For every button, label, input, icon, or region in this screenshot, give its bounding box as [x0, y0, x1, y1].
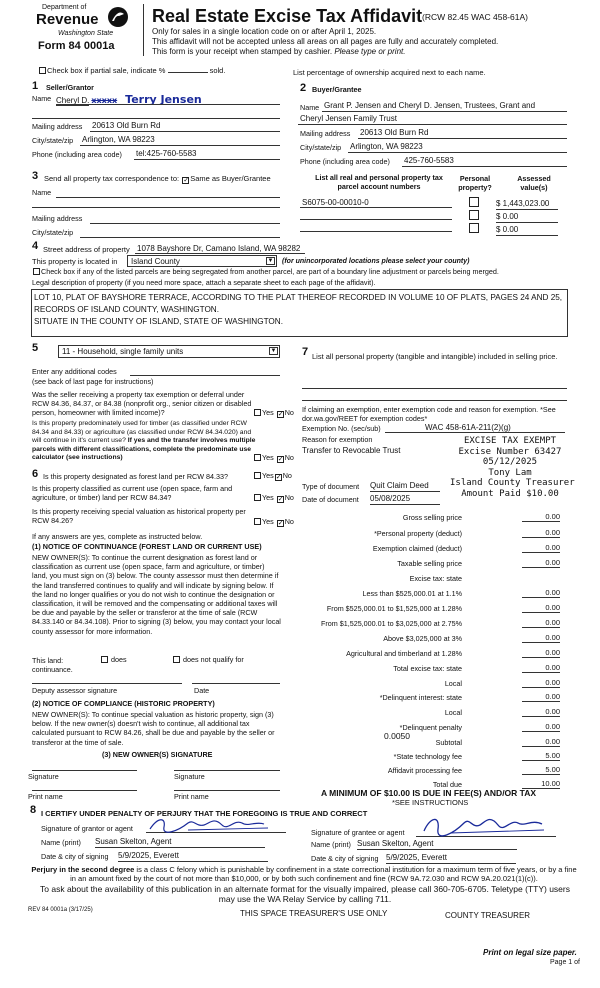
section-5-number: 5: [32, 342, 39, 354]
s6-q2-no-checkbox[interactable]: ✓: [277, 496, 284, 503]
calc-label: Total due: [432, 780, 462, 789]
historic-question: Is this property receiving special valuation as historical property per RCW 84.26?: [32, 507, 246, 525]
does-not-option: does not qualify for: [172, 656, 244, 665]
q2-no-checkbox[interactable]: ✓: [277, 456, 284, 463]
calc-value[interactable]: 0.00: [522, 603, 560, 613]
grantee-name-label: Name (print): [311, 840, 351, 849]
grantee-date-field[interactable]: 5/9/2025, Everett: [386, 853, 516, 864]
seller-city-label: City/state/zip: [32, 136, 74, 145]
calc-label: Excise tax: state: [409, 574, 462, 583]
notice-compliance-text: NEW OWNER(S): To continue special valuation as historic property, sign (3) below. If the new owner(s) doesn't wish to continue, all additional tax calculated pursuant to RCW 84.26, shall be due and payable by the seller or transferor at the time of sale.: [32, 710, 275, 747]
grantor-signature-label: Signature of grantor or agent: [41, 824, 133, 833]
owner-signature-label-2: Signature: [174, 772, 205, 781]
same-as-buyer-checkbox[interactable]: ✓: [183, 177, 190, 184]
minimum-due: A MINIMUM OF $10.00 IS DUE IN FEE(S) AND/OR TAX: [321, 788, 537, 798]
assessed-value-3[interactable]: $ 0.00: [496, 225, 558, 236]
section-2-number: 2: [300, 82, 307, 94]
partial-sale-row: Check box if partial sale, indicate % sold.: [38, 66, 225, 75]
notice-continuance-title: (1) NOTICE OF CONTINUANCE (FOREST LAND OR CURRENT USE): [32, 542, 262, 551]
calc-value[interactable]: 0.00: [522, 737, 560, 747]
calc-label: Less than $525,000.01 at 1.1%: [362, 589, 462, 598]
signature-scribble-icon: [148, 815, 278, 835]
personal-property-checkbox-3[interactable]: [469, 223, 479, 233]
page-title: Real Estate Excise Tax Affidavit: [152, 6, 423, 26]
seller-phone-field[interactable]: tel:425-760-5583: [136, 149, 197, 158]
calc-label: Subtotal: [435, 738, 462, 747]
see-instructions: *SEE INSTRUCTIONS: [392, 798, 469, 807]
unincorporated-note: (for unincorporated locations please select your county): [282, 258, 470, 265]
seller-name-field[interactable]: Cheryl D. xxxxx Terry Jensen: [56, 93, 202, 106]
calc-value[interactable]: 0.00: [522, 543, 560, 553]
owner-signature-label-1: Signature: [28, 772, 59, 781]
calc-label: Affidavit processing fee: [387, 766, 462, 775]
calc-label: From $525,000.01 to $1,525,000 at 1.28%: [326, 604, 462, 613]
q1-yes-checkbox[interactable]: [254, 409, 261, 416]
calc-label: *State technology fee: [393, 752, 462, 761]
deputy-signature-label: Deputy assessor signature: [32, 686, 118, 695]
legal-description-label: Legal description of property (if you need more space, attach a separate sheet to each page of the affidavit).: [32, 278, 376, 287]
legal-paper-note: Print on legal size paper.: [483, 948, 577, 957]
buyer-phone-field[interactable]: 425-760-5583: [404, 156, 454, 165]
personal-property-text: List all personal property (tangible and intangible) included in selling price.: [312, 352, 558, 361]
title-citation: (RCW 82.45 WAC 458-61A): [422, 12, 528, 22]
chevron-down-icon: ▼: [270, 348, 277, 354]
calc-value[interactable]: 10.00: [522, 779, 560, 789]
calc-value[interactable]: 0.00: [522, 707, 560, 717]
header-line-1: Only for sales in a single location code on or after April 1, 2025.: [152, 27, 377, 36]
calc-value[interactable]: 5.00: [522, 765, 560, 775]
calc-label: *Delinquent interest: state: [379, 693, 462, 702]
street-address-field[interactable]: 1078 Bayshore Dr, Camano Island, WA 98282: [137, 244, 301, 253]
grantee-date-label: Date & city of signing: [311, 854, 379, 863]
calc-value[interactable]: 0.00: [522, 648, 560, 658]
county-treasurer-label: COUNTY TREASURER: [445, 911, 531, 920]
exemption-reason-field[interactable]: Transfer to Revocable Trust: [302, 446, 401, 455]
form-number: Form 84 0001a: [38, 40, 115, 52]
perjury-notice: Perjury in the second degree is a class C felony which is punishable by confinement in a state correctional institution for a maximum term of five years, or by a fine in an amount fixed by the court of not more than $10,000, or by both such confinement and fine (RCW 9A.72.030 and RCW 9A.20.021(1)(c)).: [31, 865, 577, 883]
exemption-question: Was the seller receiving a property tax exemption or deferral under RCW 84.36, 84.37, or 84.38 (nonprofit org., senior citizen or disabled person, homeowner with limited income)?: [32, 390, 252, 417]
dept-label: Department of: [42, 4, 87, 11]
grantor-signature[interactable]: [148, 815, 278, 839]
section-1-number: 1: [32, 80, 39, 92]
document-type-field[interactable]: Quit Claim Deed: [370, 481, 440, 492]
document-type-label: Type of document: [302, 482, 360, 491]
alternate-format-notice: To ask about the availability of this publication in an alternate format for the visually impaired, please call 360-705-6705. Teletype (TTY) users may use the WA Relay Service by calling 711.: [40, 884, 570, 904]
calc-label: Above $3,025,000 at 3%: [383, 634, 462, 643]
calc-value[interactable]: 0.00: [522, 692, 560, 702]
seller-name-label: Name: [32, 94, 52, 103]
grantor-name-field[interactable]: Susan Skelton, Agent: [95, 837, 265, 848]
forest-question: Is this property designated as forest land per RCW 84.33?: [43, 472, 228, 481]
if-any-note: If any answers are yes, complete as instructed below.: [32, 532, 203, 541]
calc-value[interactable]: 0.00: [522, 678, 560, 688]
partial-sale-checkbox[interactable]: [39, 67, 46, 74]
s6-q1-yes-no: Yes ✓No: [253, 472, 292, 481]
grantee-name-field[interactable]: Susan Skelton, Agent: [357, 839, 517, 850]
buyer-mail-field[interactable]: 20613 Old Burn Rd: [360, 128, 429, 137]
document-date-field[interactable]: 05/08/2025: [370, 494, 440, 505]
notice-compliance-title: (2) NOTICE OF COMPLIANCE (HISTORIC PROPERTY): [32, 699, 215, 708]
segregated-checkbox[interactable]: [33, 268, 40, 275]
segregated-row: Check box if any of the listed parcels are being segregated from another parcel, are part of a boundary line adjustment or parcels being merged.: [32, 268, 499, 277]
personal-property-checkbox-1[interactable]: [469, 197, 479, 207]
buyer-title: Buyer/Grantee: [312, 85, 362, 94]
calc-label: From $1,525,000.01 to $3,025,000 at 2.75%: [320, 619, 462, 628]
street-address-label: Street address of property: [43, 245, 130, 254]
calc-label: Local: [444, 679, 462, 688]
buyer-name-label: Name: [300, 103, 320, 112]
seller-mail-field[interactable]: 20613 Old Burn Rd: [92, 121, 161, 130]
revision-label: REV 84 0001a (3/17/25): [28, 907, 93, 913]
assessed-value-header: Assessed value(s): [517, 174, 551, 192]
personal-property-header: Personal property?: [458, 174, 492, 192]
assessed-value-2[interactable]: $ 0.00: [496, 212, 558, 223]
codes-note: (see back of last page for instructions): [32, 377, 154, 386]
q2-yes-checkbox[interactable]: [254, 454, 261, 461]
calc-label: Total excise tax: state: [393, 664, 462, 673]
buyer-mail-label: Mailing address: [300, 129, 351, 138]
grantor-name-label: Name (print): [41, 838, 81, 847]
chevron-down-icon: ▼: [267, 258, 274, 264]
corr-name-label: Name: [32, 188, 52, 197]
calc-label: Local: [444, 708, 462, 717]
calc-value[interactable]: 0.00: [522, 633, 560, 643]
s6-q3-no-checkbox[interactable]: ✓: [277, 520, 284, 527]
calc-value[interactable]: 0.00: [522, 618, 560, 628]
additional-codes-label: Enter any additional codes: [32, 367, 117, 376]
does-not-checkbox[interactable]: [173, 656, 180, 663]
document-date-label: Date of document: [302, 495, 359, 504]
grantor-date-field[interactable]: 5/9/2025, Everett: [118, 851, 268, 862]
deputy-date-label: Date: [194, 686, 210, 695]
ownership-note: List percentage of ownership acquired next to each name.: [293, 68, 486, 77]
treasurer-space-label: THIS SPACE TREASURER'S USE ONLY: [240, 909, 388, 918]
notice-continuance-text: NEW OWNER(S): To continue the current designation as forest land or classification as current use (open space, farm and agriculture, or timber) land, you must sign on (3) below. The county assessor must then determine if the land transferred continues to qualify and will indicate by signing below. If the land no longer qualifies or you do not wish to continue the designation or classification, it will be removed and the compensating or additional taxes will be due and payable by the seller or transferor at the time of sale (RCW 84.33.140 or 84.34.108). Prior to signing (3) below, you may contact your local county assessor for more information.: [32, 553, 281, 636]
section-7-number: 7: [302, 346, 309, 358]
header-line-3: This form is your receipt when stamped by cashier. Please type or print.: [152, 47, 406, 56]
state-label: Washington State: [58, 30, 114, 37]
calc-value[interactable]: 5.00: [522, 751, 560, 761]
dor-logo-icon: [107, 6, 129, 28]
exemption-reason-label: Reason for exemption: [302, 435, 373, 444]
calc-label: Taxable selling price: [397, 559, 462, 568]
corr-city-label: City/state/zip: [32, 228, 74, 237]
assessed-value-1[interactable]: $ 1,443,023.00: [496, 199, 558, 210]
buyer-name-field-2[interactable]: Cheryl Jensen Family Trust: [300, 114, 397, 123]
calc-label: *Personal property (deduct): [374, 529, 462, 538]
correspondence-row: Send all property tax correspondence to: ✓Same as Buyer/Grantee: [44, 174, 271, 184]
buyer-city-label: City/state/zip: [300, 143, 342, 152]
header-line-2: This affidavit will not be accepted unless all areas on all pages are fully and accurately completed.: [152, 37, 499, 46]
seller-city-field[interactable]: Arlington, WA 98223: [82, 135, 155, 144]
s6-q2-yes-checkbox[interactable]: [254, 494, 261, 501]
continuance-label: continuance.: [32, 665, 73, 674]
section-8-number: 8: [30, 804, 37, 816]
grantor-date-label: Date & city of signing: [41, 852, 109, 861]
section-3-number: 3: [32, 170, 39, 182]
q1-yes-no: Yes ✓No: [253, 409, 294, 418]
calc-value[interactable]: 0.00: [522, 558, 560, 568]
personal-property-checkbox-2[interactable]: [469, 210, 479, 220]
located-label: This property is located in: [32, 257, 118, 266]
does-option: does: [100, 656, 127, 665]
buyer-phone-label: Phone (including area code): [300, 157, 390, 166]
calc-value[interactable]: 0.00: [522, 528, 560, 538]
revenue-logo-text: Revenue: [36, 11, 99, 28]
calc-value[interactable]: 0.00: [522, 512, 560, 522]
current-use-question: Is this property classified as current use (open space, farm and agriculture, or timber) land per RCW 84.34?: [32, 484, 233, 502]
local-rate: 0.0050: [384, 731, 410, 741]
grantee-signature-label: Signature of grantee or agent: [311, 828, 405, 837]
land-use-select[interactable]: 11 - Household, single family units ▼: [58, 345, 280, 358]
parcel-list-header: List all real and personal property tax parcel account numbers: [315, 173, 443, 191]
timber-question: Is this property predominately used for timber (as classified under RCW 84.34 and 84.33) or agriculture (as classified under RCW 84.34.020) and will continue in it's current use? If yes and the transfer involves multiple parcels with different classifications, complete the predominate use calculator (see instructions): [32, 420, 256, 461]
calc-label: *Delinquent penalty: [399, 723, 462, 732]
buyer-city-field[interactable]: Arlington, WA 98223: [350, 142, 423, 151]
certification: I CERTIFY UNDER PENALTY OF PERJURY THAT THE FOREGOING IS TRUE AND CORRECT: [41, 809, 368, 818]
does-checkbox[interactable]: [101, 656, 108, 663]
seller-mail-label: Mailing address: [32, 122, 83, 131]
calc-value[interactable]: 0.00: [522, 588, 560, 598]
exemption-no-label: Exemption No. (sec/sub): [302, 424, 381, 433]
exemption-instructions: If claiming an exemption, enter exemption code and reason for exemption. *See dor.wa.gov/REET for exemption codes*: [302, 405, 556, 423]
s6-q1-yes-checkbox[interactable]: [254, 472, 261, 479]
exemption-no-field[interactable]: WAC 458-61A-211(2)(g): [425, 423, 511, 432]
section-4-number: 4: [32, 240, 39, 252]
s6-q3-yes-checkbox[interactable]: [254, 518, 261, 525]
corr-mail-label: Mailing address: [32, 214, 83, 223]
seller-title: Seller/Grantor: [46, 83, 94, 92]
page-number: Page 1 of: [550, 959, 580, 966]
buyer-name-field-1[interactable]: Grant P. Jensen and Cheryl D. Jensen, Trustees, Grant and: [324, 101, 536, 110]
signature-scribble-icon: [420, 815, 550, 837]
calc-label: Agricultural and timberland at 1.28%: [346, 649, 462, 658]
new-owner-signature-title: (3) NEW OWNER(S) SIGNATURE: [102, 750, 213, 759]
owner-print-label-1: Print name: [28, 792, 63, 801]
this-land-label: This land:: [32, 656, 64, 665]
q2-yes-no: Yes ✓No: [253, 454, 294, 463]
seller-phone-label: Phone (including area code): [32, 150, 122, 159]
treasurer-stamp: EXCISE TAX EXEMPT Excise Number 63427 05/12/2025 Tony Lam Island County Treasurer Amount Paid $10.00: [450, 436, 575, 499]
s6-q1-no-checkbox[interactable]: ✓: [275, 474, 282, 481]
grantee-signature[interactable]: [420, 815, 550, 840]
calc-value[interactable]: 0.00: [522, 663, 560, 673]
s6-q2-yes-no: Yes ✓No: [253, 494, 294, 503]
parcel-number-1[interactable]: S6075-00-00010-0: [302, 198, 369, 207]
county-select[interactable]: Island County ▼: [127, 255, 277, 267]
calc-value[interactable]: 0.00: [522, 722, 560, 732]
calc-label: Gross selling price: [402, 513, 462, 522]
calc-label: Exemption claimed (deduct): [372, 544, 462, 553]
legal-description-field[interactable]: LOT 10, PLAT OF BAYSHORE TERRACE, ACCORDING TO THE PLAT THEREOF RECORDED IN VOLUME 10 OF PLATS, PAGES 24 AND 25, RECORDS OF ISLAND COUNTY, WASHINGTON. SITUATE IN THE COUNTY OF ISLAND, STATE OF WASHINGTON.: [31, 289, 568, 337]
q1-no-checkbox[interactable]: ✓: [277, 411, 284, 418]
s6-q3-yes-no: Yes ✓No: [253, 518, 294, 527]
owner-print-label-2: Print name: [174, 792, 209, 801]
section-6-number: 6: [32, 468, 39, 480]
